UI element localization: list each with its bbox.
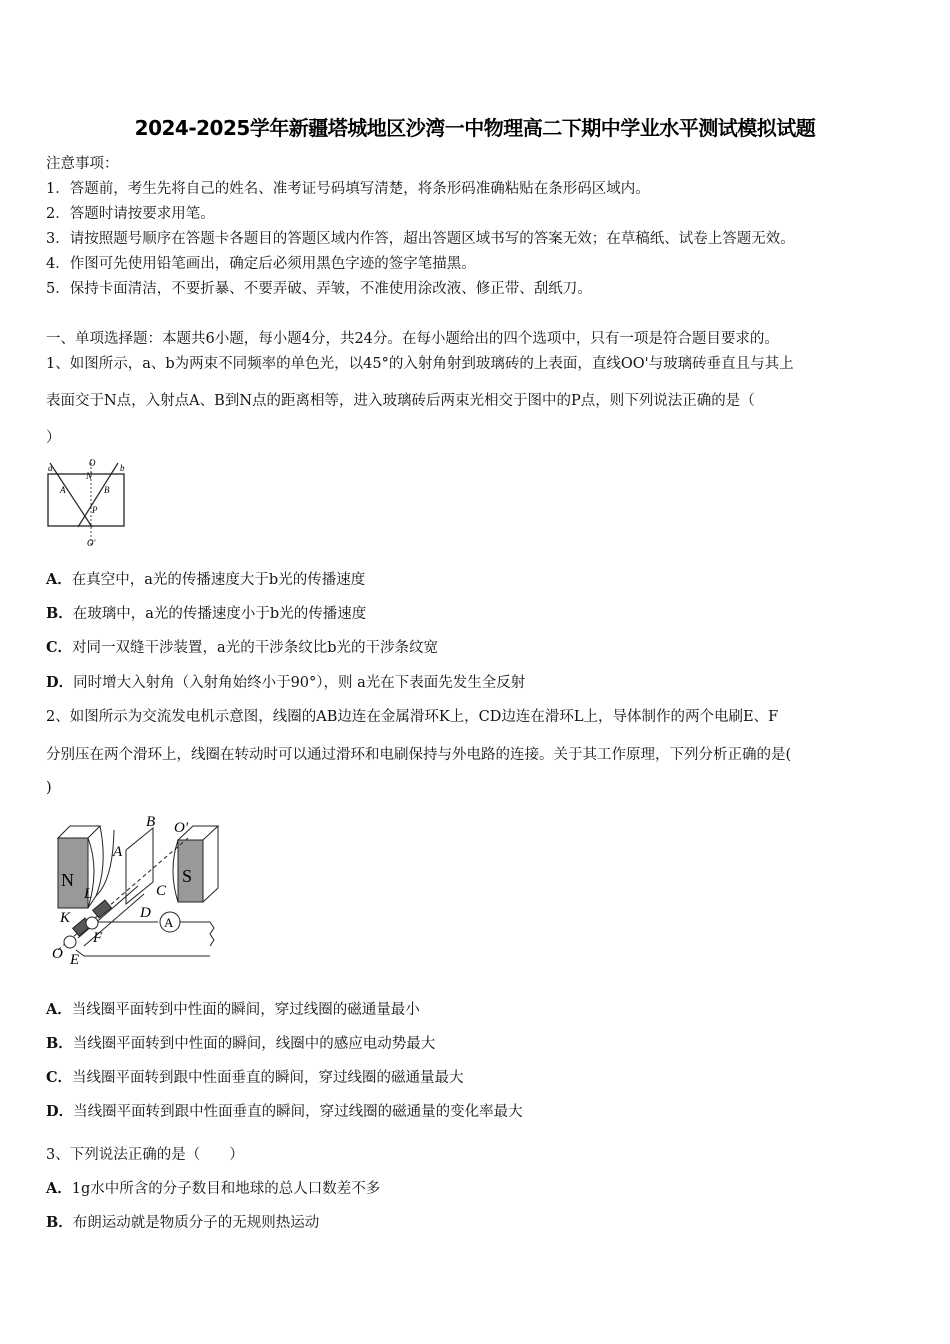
question-1-stem: 1、如图所示，a、b为两束不同频率的单色光，以45°的入射角射到玻璃砖的上表面，直线OO'与玻璃砖垂直且与其上 xyxy=(46,356,794,372)
question-3-option-a: A．1g水中所含的分子数目和地球的总人口数差不多 xyxy=(46,1180,381,1197)
svg-text:D: D xyxy=(140,905,151,921)
svg-text:A: A xyxy=(164,915,174,930)
svg-text:N: N xyxy=(61,870,74,890)
svg-text:A: A xyxy=(60,485,66,495)
svg-text:S: S xyxy=(182,866,193,886)
svg-text:A: A xyxy=(113,844,123,860)
svg-text:O': O' xyxy=(174,820,189,836)
svg-text:B: B xyxy=(104,485,110,495)
notice-item: 4．作图可先使用铅笔画出，确定后必须用黑色字迹的签字笔描黑。 xyxy=(46,256,476,272)
svg-text:N: N xyxy=(86,471,93,481)
svg-text:O': O' xyxy=(87,538,96,548)
svg-text:C: C xyxy=(156,883,167,899)
question-1-option-b: B．在玻璃中，a光的传播速度小于b光的传播速度 xyxy=(46,605,367,622)
question-2-stem: ) xyxy=(46,780,52,796)
question-1-stem: 表面交于N点，入射点A、B到N点的距离相等，进入玻璃砖后两束光相交于图中的P点，则下列说法正确的是（ xyxy=(46,393,755,409)
question-2-stem: 2、如图所示为交流发电机示意图，线圈的AB边连在金属滑环K上，CD边连在滑环L上，导体制作的两个电刷E、F xyxy=(46,709,779,725)
question-1-option-c: C．对同一双缝干涉装置，a光的干涉条纹比b光的干涉条纹宽 xyxy=(46,639,438,656)
svg-text:b: b xyxy=(120,463,125,473)
question-3-stem: 3、下列说法正确的是（ ） xyxy=(46,1147,244,1163)
notice-item: 2．答题时请按要求用笔。 xyxy=(46,206,215,222)
question-1-stem: ） xyxy=(46,430,61,446)
svg-text:B: B xyxy=(146,814,156,830)
question-2-option-a: A．当线圈平面转到中性面的瞬间，穿过线圈的磁通量最小 xyxy=(46,1001,420,1018)
svg-text:O: O xyxy=(89,458,96,468)
notice-item: 1．答题前，考生先将自己的姓名、准考证号码填写清楚，将条形码准确粘贴在条形码区域内。 xyxy=(46,181,650,197)
svg-text:P: P xyxy=(92,505,98,515)
section-heading: 一、单项选择题：本题共6小题，每小题4分，共24分。在每小题给出的四个选项中，只有一项是符合题目要求的。 xyxy=(46,331,779,347)
svg-text:F: F xyxy=(93,930,103,946)
question-2-option-c: C．当线圈平面转到跟中性面垂直的瞬间，穿过线圈的磁通量最大 xyxy=(46,1069,464,1086)
question-2-option-d: D．当线圈平面转到跟中性面垂直的瞬间，穿过线圈的磁通量的变化率最大 xyxy=(46,1103,523,1120)
document-title: 2024-2025学年新疆塔城地区沙湾一中物理高二下期中学业水平测试模拟试题 xyxy=(134,116,816,140)
question-2-option-b: B．当线圈平面转到中性面的瞬间，线圈中的感应电动势最大 xyxy=(46,1035,436,1052)
question-3-option-b: B．布朗运动就是物质分子的无规则热运动 xyxy=(46,1214,320,1231)
notice-item: 5．保持卡面清洁，不要折暴、不要弄破、弄皱，不准使用涂改液、修正带、刮纸刀。 xyxy=(46,281,592,297)
svg-text:O: O xyxy=(52,946,63,962)
notice-heading: 注意事项： xyxy=(46,156,119,172)
svg-text:K: K xyxy=(60,910,71,926)
svg-text:a: a xyxy=(48,463,53,473)
question-1-option-d: D．同时增大入射角（入射角始终小于90°），则 a光在下表面先发生全反射 xyxy=(46,674,526,691)
question-2-stem: 分别压在两个滑环上，线圈在转动时可以通过滑环和电刷保持与外电路的连接。关于其工作原理，下列分析正确的是( xyxy=(46,747,792,763)
question-1-option-a: A．在真空中，a光的传播速度大于b光的传播速度 xyxy=(46,571,366,588)
glass-brick-refraction-figure xyxy=(44,457,134,549)
svg-text:E: E xyxy=(70,952,80,965)
ac-generator-figure xyxy=(48,810,223,965)
svg-text:L: L xyxy=(84,886,93,902)
notice-item: 3．请按照题号顺序在答题卡各题目的答题区域内作答，超出答题区域书写的答案无效；在草稿纸、试卷上答题无效。 xyxy=(46,231,795,247)
